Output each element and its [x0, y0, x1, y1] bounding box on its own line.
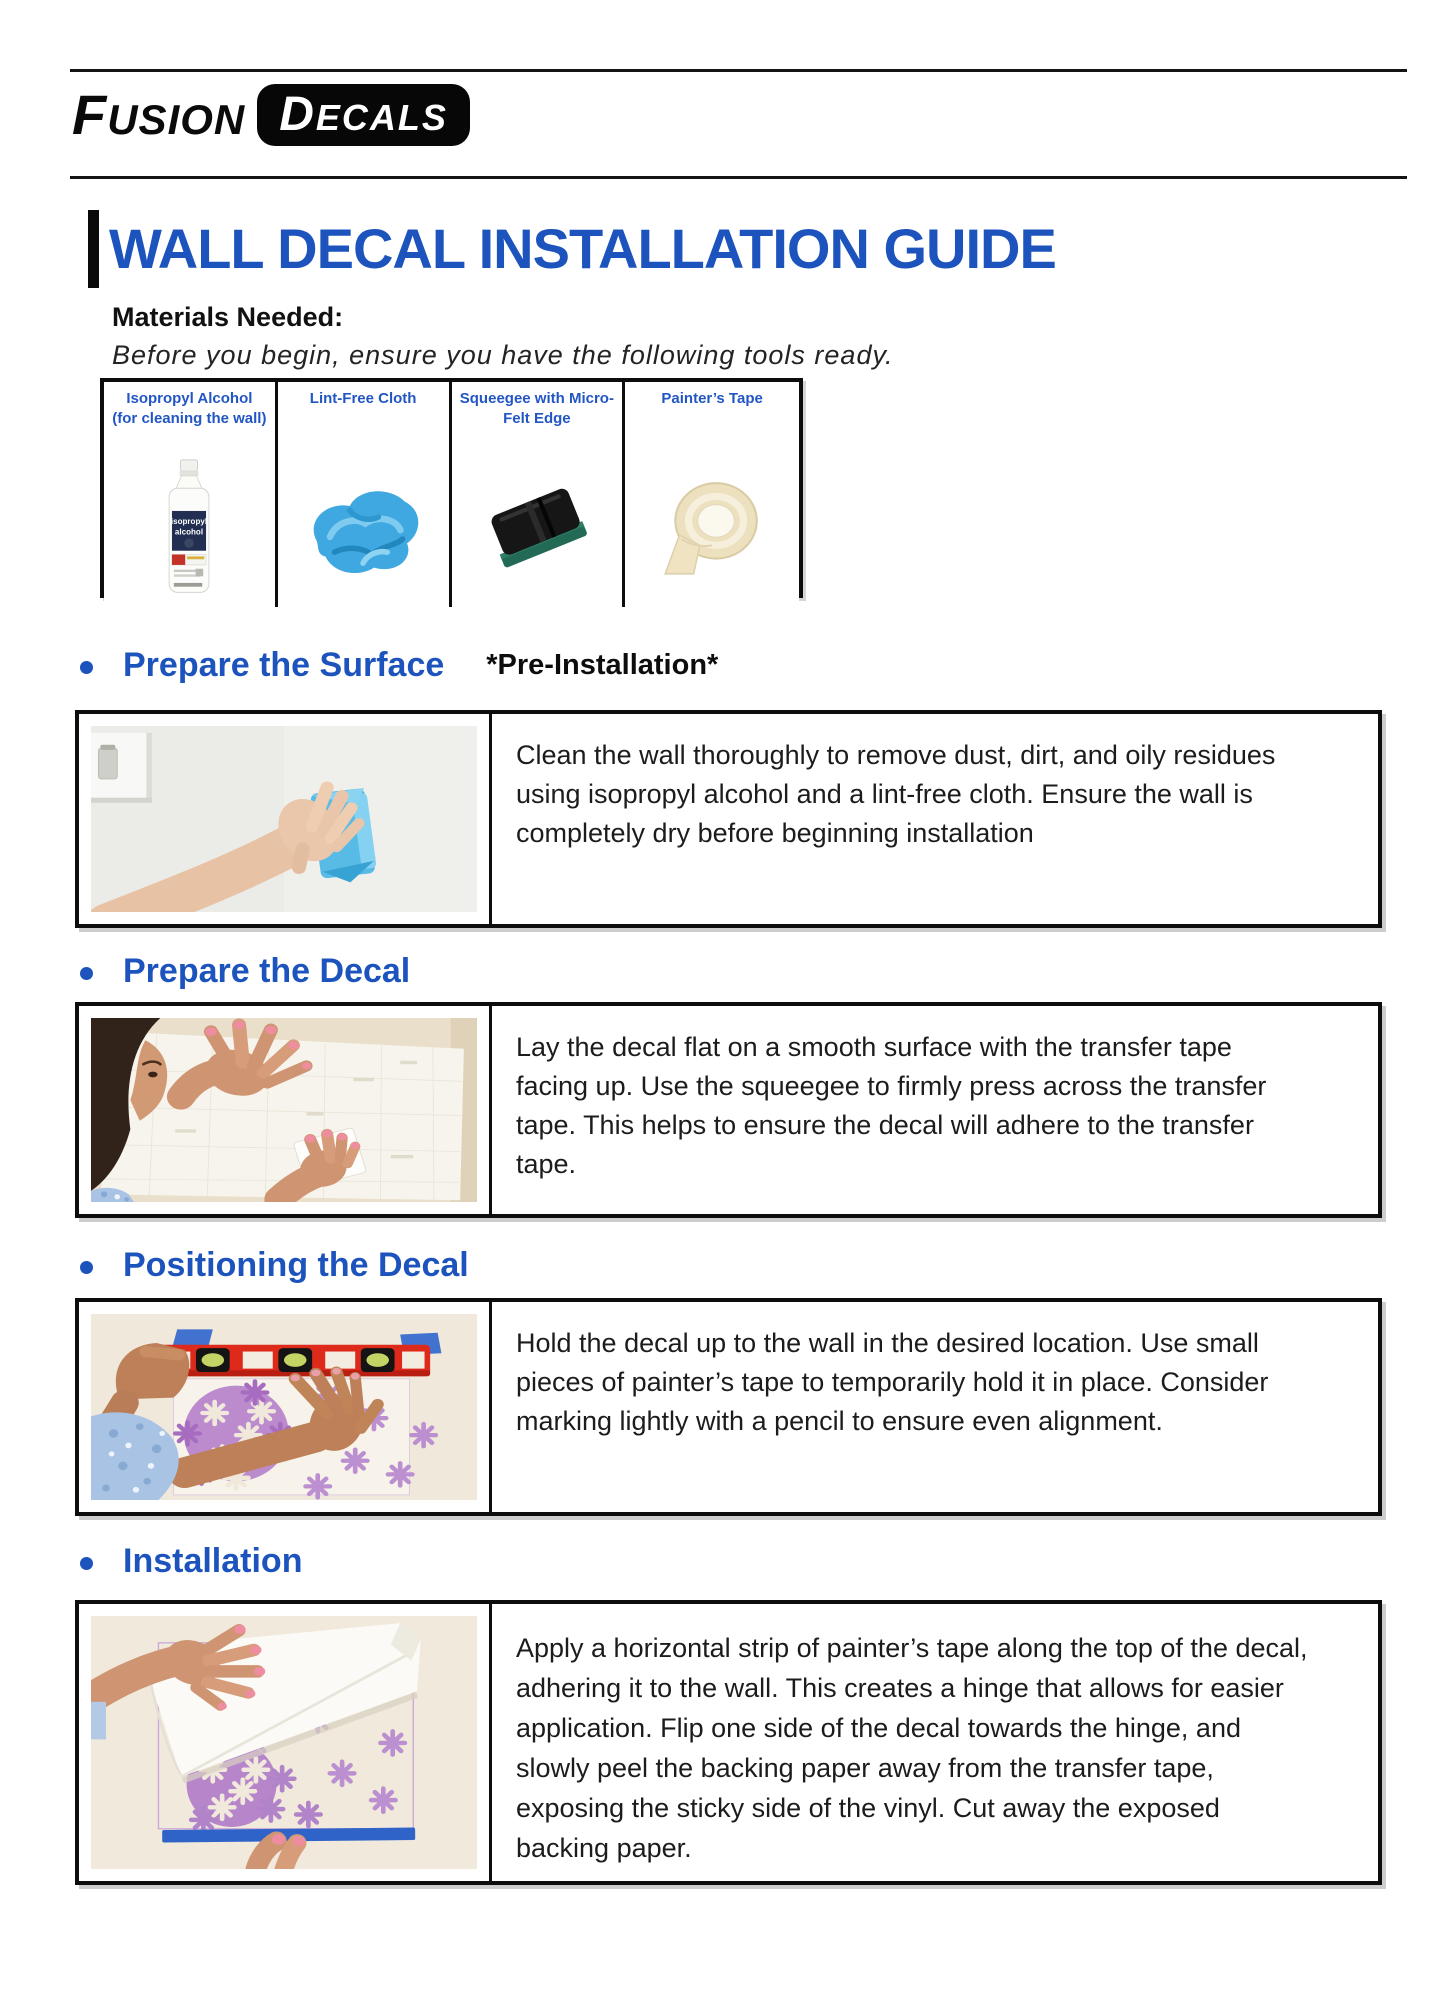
section-body-positioning: Hold the decal up to the wall in the desired location. Use small pieces of painter’s tape to temporarily hold it in place. Consider marking lightly with a pencil to ensure even alignment. [516, 1328, 1269, 1436]
hand-wiping-wall-photo [79, 714, 492, 924]
cloth-graphic [297, 473, 429, 583]
level-positioning-graphic [91, 1314, 477, 1500]
material-label: Squeegee with Micro-Felt Edge [459, 390, 614, 427]
section-box-positioning [75, 1298, 1382, 1516]
section-heading-positioning [75, 1246, 469, 1285]
section-title: Prepare the Surface [123, 646, 445, 684]
materials-table [100, 378, 803, 598]
section-title: Installation [123, 1542, 303, 1580]
painters-tape-icon [625, 455, 799, 607]
header-divider [70, 176, 1407, 179]
top-divider [70, 69, 1407, 72]
section-heading-prepare-decal [75, 952, 410, 991]
squeegee-icon [452, 455, 623, 607]
level-positioning-photo [79, 1302, 492, 1512]
peel-backing-graphic [91, 1616, 477, 1869]
title-accent-bar [88, 210, 99, 288]
page-title-row [88, 210, 1056, 288]
lint-free-cloth-icon [278, 455, 449, 607]
material-cell-cloth [278, 382, 452, 607]
section-body-installation: Apply a horizontal strip of painter’s tape along the top of the decal, adhering it to the wall. This creates a hinge that allows for easier application. Flip one side of the decal towards the hinge, and slowly peel the backing paper away from the transfer tape, exposing the sticky side of the vinyl. Cut away the exposed backing paper. [516, 1633, 1308, 1863]
isopropyl-bottle-graphic [143, 457, 235, 599]
bullet-icon [80, 1261, 93, 1274]
section-box-prepare-surface [75, 710, 1382, 928]
page-title: WALL DECAL INSTALLATION GUIDE [109, 217, 1056, 280]
materials-subheading: Before you begin, ensure you have the following tools ready. [112, 340, 894, 370]
peel-backing-photo [79, 1604, 492, 1881]
material-cell-isopropyl [104, 382, 278, 607]
section-body-prepare-decal: Lay the decal flat on a smooth surface with the transfer tape facing up. Use the squeegee to firmly press across the transfer tape. This helps to ensure the decal will adhere to the transfer tape. [516, 1032, 1267, 1179]
section-box-prepare-decal [75, 1002, 1382, 1218]
logo-fold-icon [271, 142, 375, 186]
material-cell-squeegee [452, 382, 626, 607]
bottle-label-line1: isopropyl [171, 517, 208, 527]
logo-badge [257, 84, 470, 146]
material-label: Painter’s Tape [661, 390, 763, 407]
section-box-installation [75, 1600, 1382, 1885]
section-heading-prepare-surface [75, 646, 718, 685]
pre-installation-note: *Pre-Installation* [486, 649, 719, 681]
fusion-decals-logo [72, 84, 470, 151]
material-label: Isopropyl Alcohol (for cleaning the wall) [112, 390, 267, 427]
squeegee-graphic [473, 475, 601, 581]
tape-roll-graphic [649, 472, 775, 584]
logo-word-fusion: FUSION [72, 83, 246, 146]
logo-word-decals: DECALS [279, 88, 448, 141]
section-title: Prepare the Decal [123, 952, 411, 990]
isopropyl-bottle-icon [104, 455, 275, 607]
section-title: Positioning the Decal [123, 1246, 469, 1284]
material-label: Lint-Free Cloth [309, 390, 417, 407]
material-cell-tape [625, 382, 799, 607]
bottle-label-line2: alcohol [175, 527, 204, 537]
section-body-prepare-surface: Clean the wall thoroughly to remove dust, dirt, and oily residues using isopropyl alcohol and a lint-free cloth. Ensure the wall is completely dry before beginning installation [516, 740, 1276, 848]
bullet-icon [80, 967, 93, 980]
bullet-icon [80, 661, 93, 674]
section-heading-installation [75, 1542, 302, 1581]
wiping-wall-graphic [91, 726, 477, 912]
pressing-decal-photo [79, 1006, 492, 1214]
pressing-decal-graphic [91, 1018, 477, 1202]
materials-heading: Materials Needed: [112, 302, 344, 332]
bullet-icon [80, 1557, 93, 1570]
